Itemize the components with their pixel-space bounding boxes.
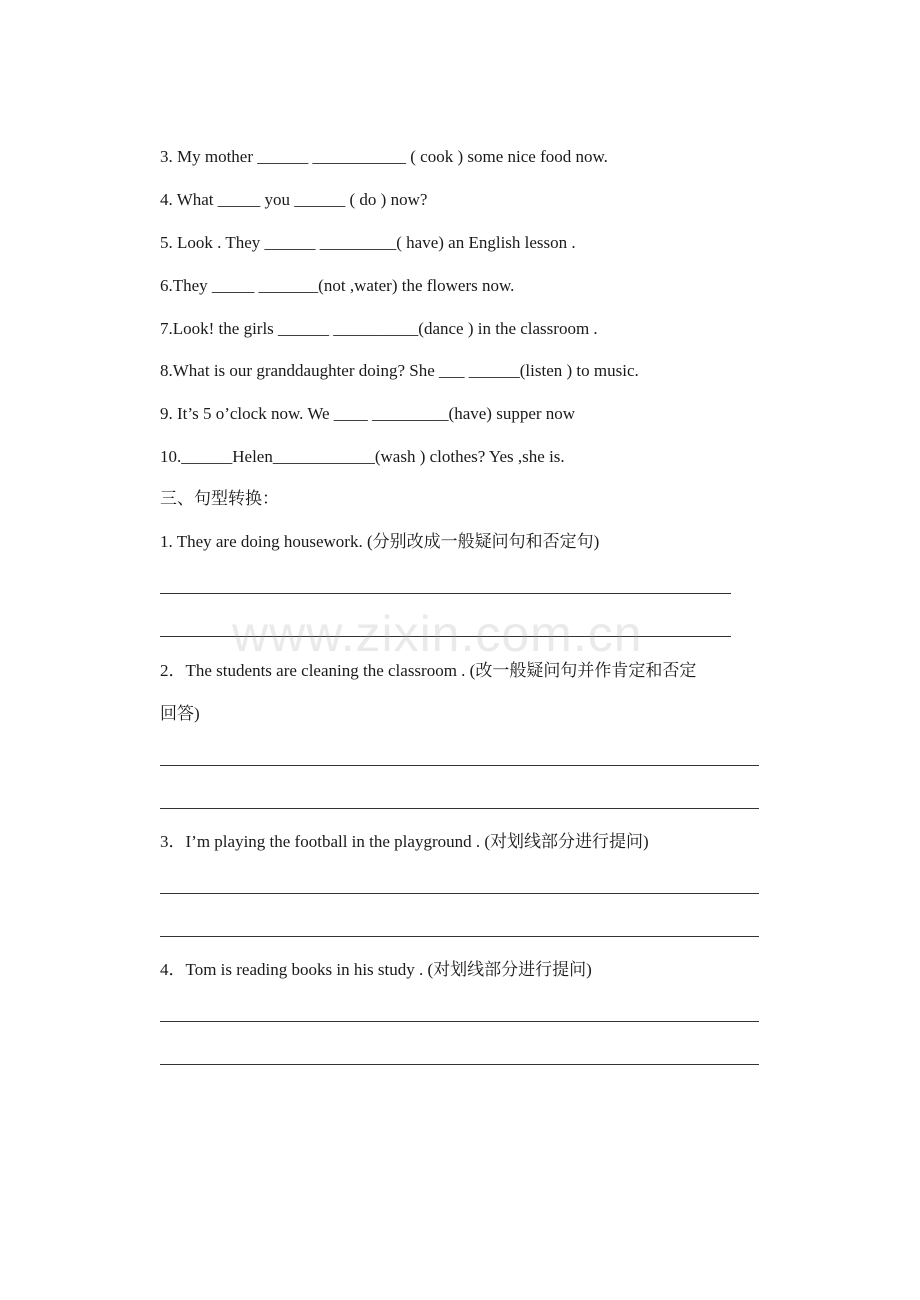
fill-in-item-3: 3. My mother ______ ___________ ( cook ) some nice food now. — [160, 147, 608, 166]
fill-in-item-10: 10.______Helen____________(wash ) clothes? Yes ,she is. — [160, 447, 565, 466]
transform-question-4: 4．Tom is reading books in his study . (对划线部分进行提问) — [160, 960, 592, 979]
fill-in-item-7: 7.Look! the girls ______ __________(dance ) in the classroom . — [160, 319, 598, 338]
answer-line — [160, 936, 759, 937]
answer-line — [160, 1021, 759, 1022]
fill-in-item-6: 6.They _____ _______(not ,water) the flowers now. — [160, 276, 515, 295]
answer-line — [160, 1064, 759, 1065]
fill-in-item-9: 9. It’s 5 o’clock now. We ____ _________(have) supper now — [160, 404, 576, 423]
section-title: 三、句型转换： — [160, 489, 279, 508]
transform-question-2-continued: 回答) — [160, 704, 200, 723]
answer-line — [160, 893, 759, 894]
answer-line — [160, 593, 731, 594]
fill-in-item-5: 5. Look . They ______ _________( have) an English lesson . — [160, 233, 576, 252]
fill-in-item-4: 4. What _____ you ______ ( do ) now? — [160, 190, 428, 209]
transform-question-1: 1. They are doing housework. (分别改成一般疑问句和否定句) — [160, 532, 600, 551]
answer-line — [160, 808, 759, 809]
transform-question-3: 3．I’m playing the football in the playground . (对划线部分进行提问) — [160, 832, 649, 851]
watermark: www.zixin.com.cn — [232, 606, 643, 662]
transform-question-2: 2．The students are cleaning the classroom . (改一般疑问句并作肯定和否定 — [160, 661, 697, 680]
answer-line — [160, 765, 759, 766]
fill-in-item-8: 8.What is our granddaughter doing? She ___ ______(listen ) to music. — [160, 361, 639, 380]
